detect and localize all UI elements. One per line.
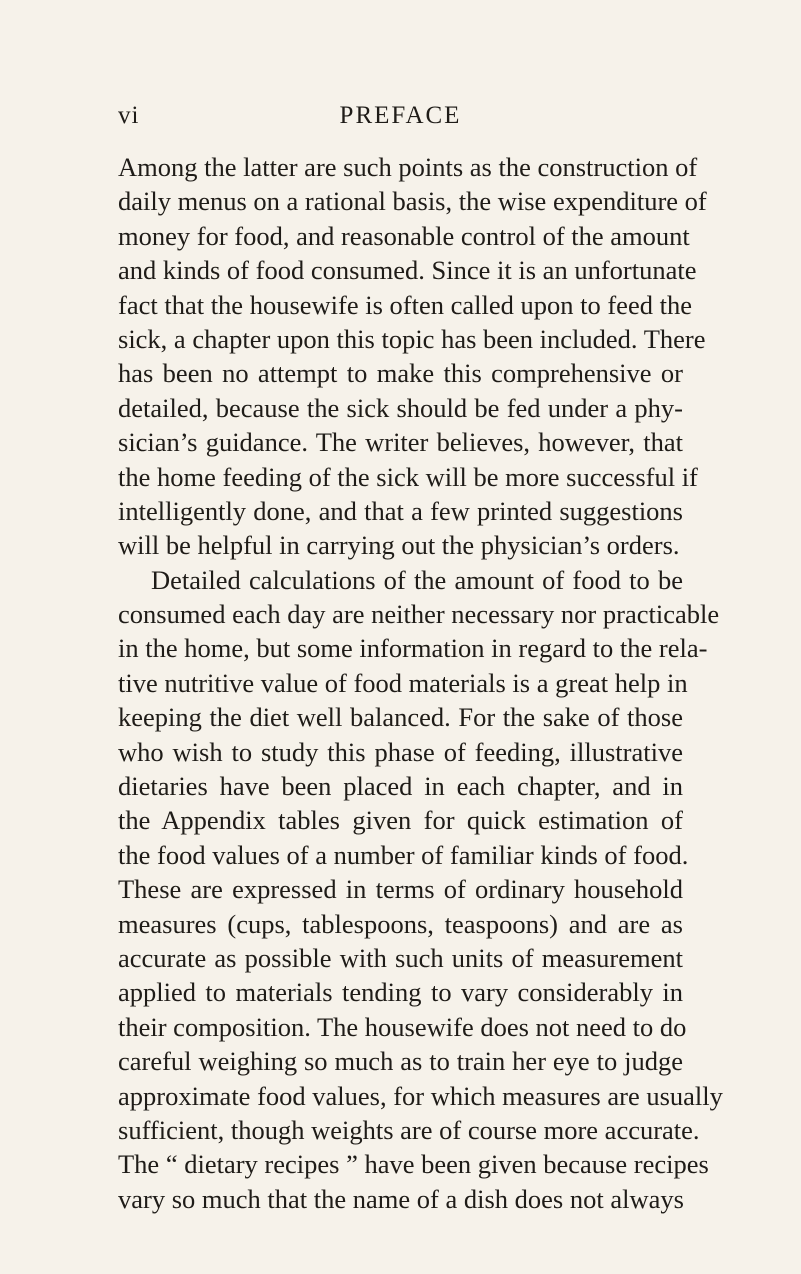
text-line: accurate as possible with such units of measurement (118, 942, 683, 973)
text-line: The “ dietary recipes ” have been given because recipes (118, 1149, 709, 1180)
text-line: applied to materials tending to vary considerably in (118, 977, 683, 1008)
text-line: Among the latter are such points as the construction of (118, 152, 698, 182)
text-line: intelligently done, and that a few printed suggestions (118, 495, 683, 526)
body-text (118, 150, 723, 1216)
text-line: their composition. The housewife does not need to do (118, 1011, 687, 1042)
text-line: dietaries have been placed in each chapter, and in (118, 771, 683, 802)
text-line: sick, a chapter upon this topic has been included. There (118, 323, 706, 354)
text-line: fact that the housewife is often called upon to feed the (118, 289, 692, 320)
text-line: measures (cups, tablespoons, teaspoons) and are as (118, 908, 683, 939)
text-line: has been no attempt to make this comprehensive or (118, 358, 683, 389)
text-line: in the home, but some information in regard to the rela- (118, 633, 708, 664)
text-line: and kinds of food consumed. Since it is an unfortunate (118, 255, 697, 286)
text-line: sician’s guidance. The writer believes, however, that (118, 427, 683, 458)
text-line: sufficient, though weights are of course more accurate. (118, 1114, 700, 1145)
text-line: the Appendix tables given for quick estimation of (118, 805, 683, 836)
text-line: keeping the diet well balanced. For the sake of those (118, 702, 683, 733)
text-line: detailed, because the sick should be fed under a phy- (118, 392, 683, 423)
text-line: daily menus on a rational basis, the wise expenditure of (118, 186, 707, 217)
text-line: vary so much that the name of a dish does not always (118, 1183, 684, 1214)
running-head: PREFACE (339, 102, 462, 129)
text-line: the food values of a number of familiar kinds of food. (118, 839, 689, 870)
text-line: consumed each day are neither necessary nor practicable (118, 599, 720, 630)
text-line: money for food, and reasonable control of the amount (118, 220, 690, 251)
page-header (118, 102, 683, 136)
text-line: the home feeding of the sick will be more successful if (118, 461, 698, 492)
text-line: careful weighing so much as to train her eye to judge (118, 1046, 683, 1077)
text-line: tive nutritive value of food materials is a great help in (118, 667, 688, 698)
text-line: approximate food values, for which measures are usually (118, 1080, 723, 1111)
text-line: who wish to study this phase of feeding, illustrative (118, 736, 683, 767)
page-number: vi (118, 102, 140, 129)
text-line: Detailed calculations of the amount of food to be (151, 564, 683, 595)
text-line: These are expressed in terms of ordinary household (118, 874, 683, 905)
text-line: will be helpful in carrying out the physician’s orders. (118, 530, 680, 561)
